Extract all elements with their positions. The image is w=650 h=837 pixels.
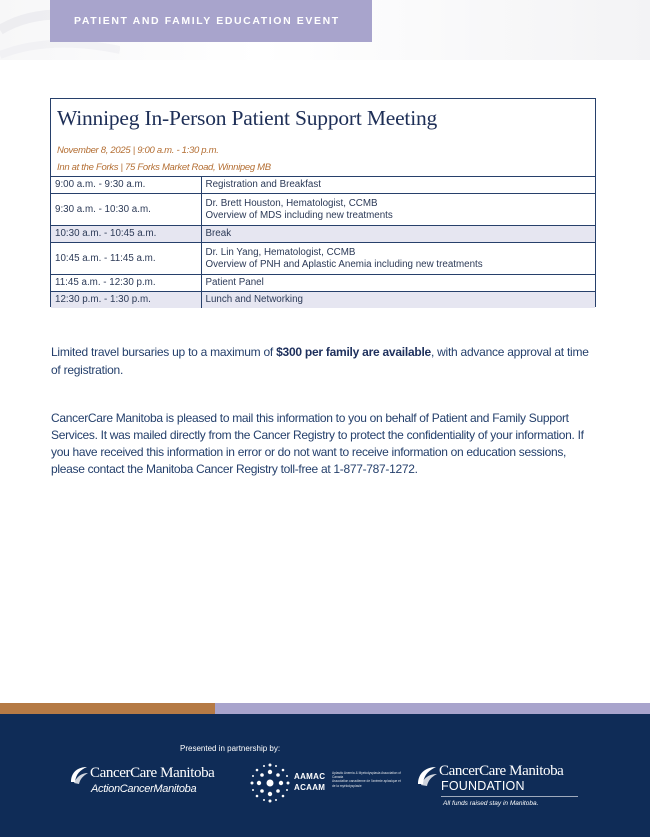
association-name-fr: Association canadienne de l'anémie aplasique et de la myélodysplasie	[332, 779, 401, 788]
activity-line: Lunch and Networking	[205, 294, 303, 305]
meeting-date-time: November 8, 2025 | 9:00 a.m. - 1:30 p.m.	[57, 145, 219, 156]
logo1-name: CancerCare Manitoba	[90, 765, 215, 781]
aamac-acaam-logo	[250, 762, 400, 806]
schedule-activity	[201, 177, 595, 194]
activity-detail: Overview of PNH and Aplastic Anemia including new treatments	[205, 258, 483, 270]
schedule-time: 11:45 a.m. - 12:30 p.m.	[51, 275, 201, 292]
footer	[0, 714, 650, 837]
schedule-time: 9:30 a.m. - 10:30 a.m.	[51, 194, 201, 226]
schedule-table	[51, 176, 595, 308]
schedule-row	[51, 243, 595, 275]
schedule-row	[51, 194, 595, 226]
schedule-activity	[201, 226, 595, 243]
activity-line: Patient Panel	[205, 277, 264, 288]
schedule-time: 9:00 a.m. - 9:30 a.m.	[51, 177, 201, 194]
footer-stripe-lavender	[215, 703, 650, 714]
acaam-abbr: ACAAM	[294, 783, 326, 792]
activity-detail: Overview of MDS including new treatments	[205, 209, 393, 221]
aamac-abbr: AAMAC	[294, 772, 326, 781]
activity-line: Dr. Brett Houston, Hematologist, CCMB	[205, 197, 378, 209]
leaf-icon	[415, 764, 439, 788]
association-name-en: Aplastic Anemia & Myelodysplasia Association of Canada	[332, 771, 401, 780]
partner-label: Presented in partnership by:	[180, 744, 281, 753]
meeting-header	[51, 99, 595, 176]
meeting-card	[50, 98, 596, 307]
schedule-activity	[201, 194, 595, 226]
schedule-row	[51, 226, 595, 243]
confidentiality-notice: CancerCare Manitoba is pleased to mail this information to you on behalf of Patient and Family Support Services. It was mailed directly from the Cancer Registry to protect the confidentiality of your information. If you have received this information in error or do not want to receive information on education sessions, please contact the Manitoba Cancer Registry toll-free at 1-877-787-1272.	[51, 411, 584, 476]
schedule-activity	[201, 275, 595, 292]
bursary-amount: $300 per family are available	[276, 345, 431, 359]
logo1-subname: ActionCancerManitoba	[91, 783, 197, 795]
activity-line: Registration and Breakfast	[205, 179, 321, 190]
schedule-row	[51, 292, 595, 309]
bursary-paragraph	[51, 343, 591, 379]
logo3-divider	[441, 796, 578, 797]
schedule-activity	[201, 292, 595, 309]
footer-stripe-copper	[0, 703, 215, 714]
dots-burst-icon	[250, 762, 290, 804]
logo3-name: CancerCare Manitoba	[439, 763, 564, 779]
schedule-row	[51, 275, 595, 292]
bursary-text: Limited travel bursaries up to a maximum of	[51, 345, 277, 359]
activity-line: Break	[205, 228, 232, 239]
logo3-tagline: All funds raised stay in Manitoba.	[443, 800, 539, 807]
schedule-time: 12:30 p.m. - 1:30 p.m.	[51, 292, 201, 309]
schedule-row	[51, 177, 595, 194]
cancercare-manitoba-logo	[68, 764, 238, 800]
event-type-banner: PATIENT AND FAMILY EDUCATION EVENT	[50, 0, 372, 42]
bursary-text-end: , with advance approval at time of registration.	[51, 345, 589, 377]
activity-line: Dr. Lin Yang, Hematologist, CCMB	[205, 246, 356, 258]
cancercare-foundation-logo	[415, 762, 585, 812]
meeting-location: Inn at the Forks | 75 Forks Market Road, Winnipeg MB	[57, 162, 271, 173]
schedule-activity	[201, 243, 595, 275]
leaf-icon	[68, 764, 90, 786]
meeting-title: Winnipeg In-Person Patient Support Meeting	[57, 106, 438, 130]
schedule-time: 10:45 a.m. - 11:45 a.m.	[51, 243, 201, 275]
logo3-foundation: FOUNDATION	[441, 779, 525, 793]
schedule-time: 10:30 a.m. - 10:45 a.m.	[51, 226, 201, 243]
association-names	[332, 771, 402, 788]
